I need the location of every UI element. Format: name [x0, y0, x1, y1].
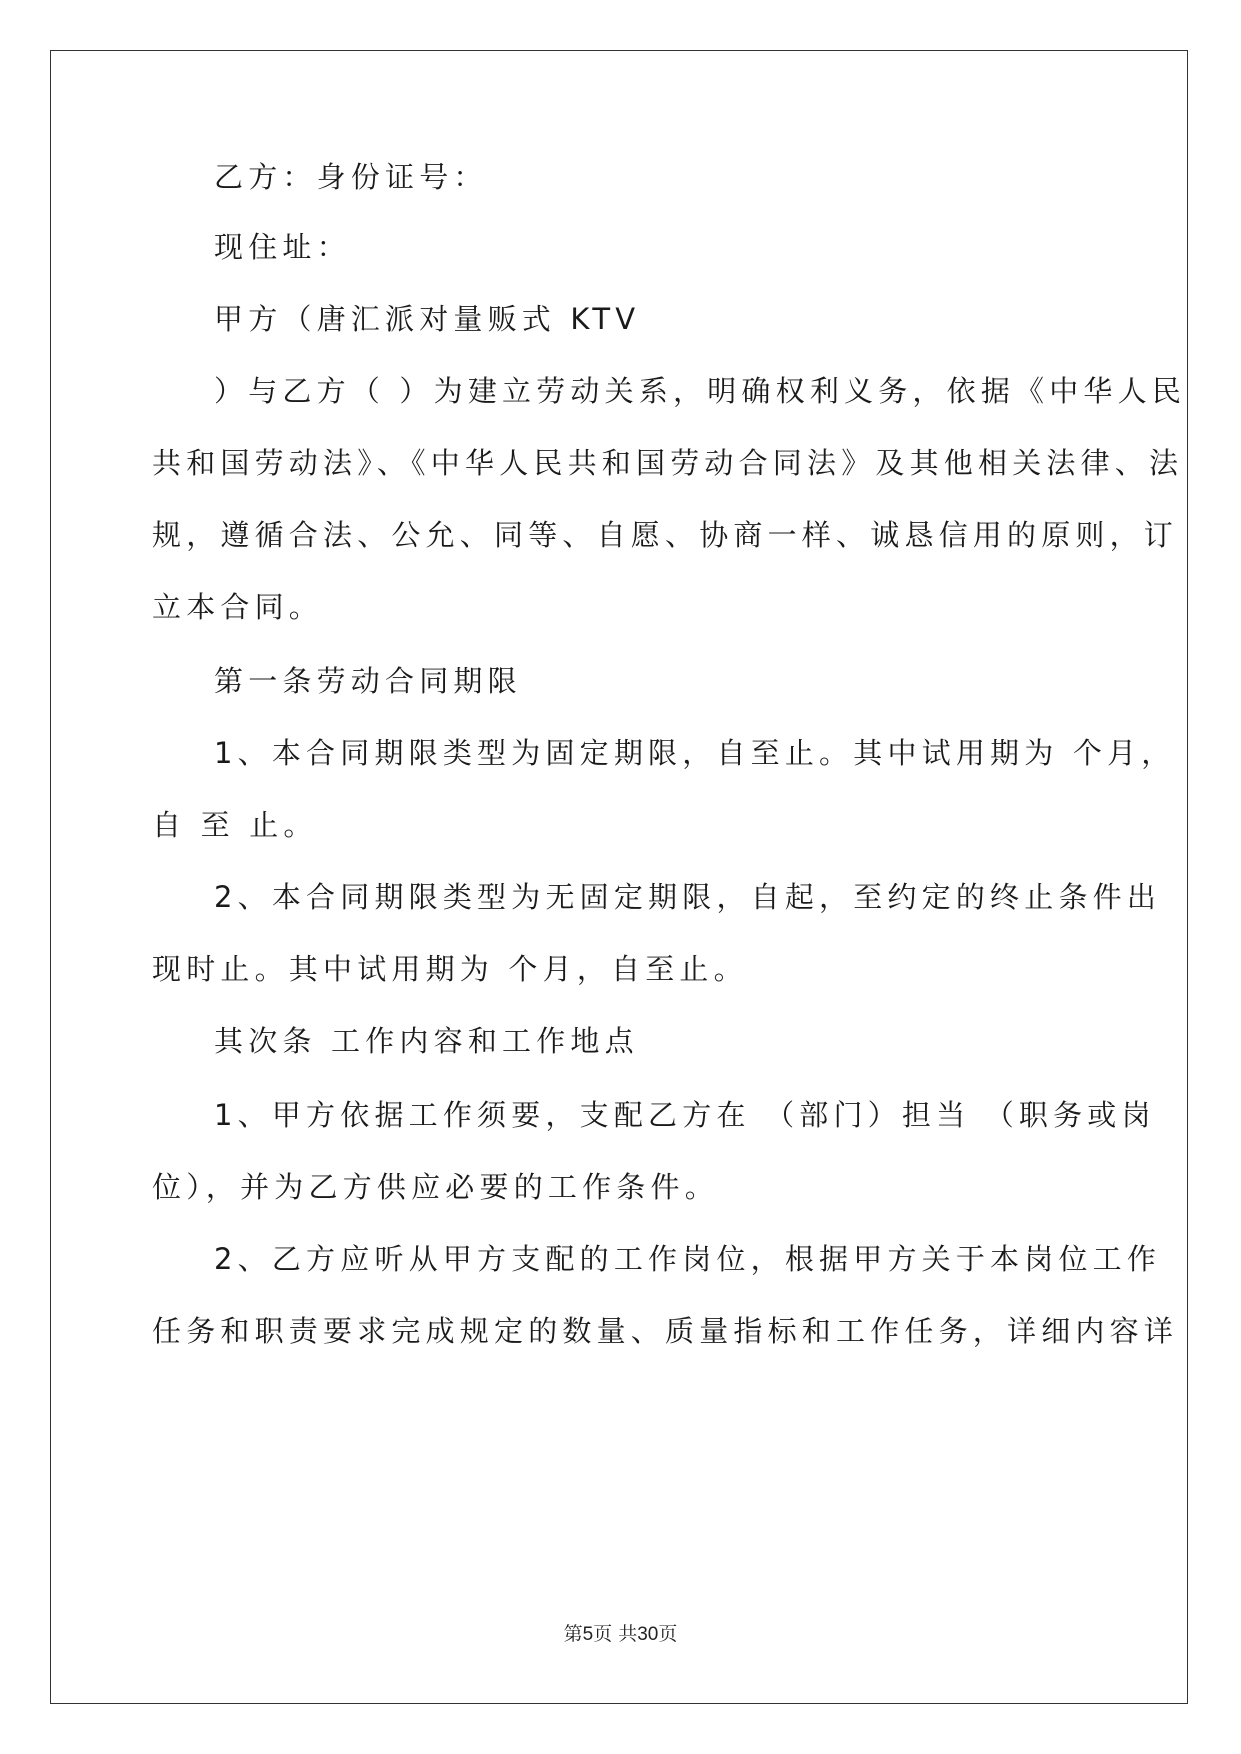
footer-current-page: 5	[582, 1624, 594, 1645]
text-line-article-1-item-1a: 1、本合同期限类型为固定期限，自至止。其中试用期为 个月，	[214, 736, 1176, 770]
footer-suffix: 页	[658, 1623, 678, 1645]
footer-mid: 页 共	[593, 1623, 638, 1645]
page-border	[50, 50, 1188, 1704]
page-number-footer	[0, 1619, 1241, 1646]
text-line-intro-2: 共和国劳动法》、《中华人民共和国劳动合同法》及其他相关法律、法	[152, 446, 1184, 480]
text-line-intro-1: ）与乙方（ ）为建立劳动关系，明确权利义务，依据《中华人民	[214, 374, 1187, 408]
text-line-article-2-item-2a: 2、乙方应听从甲方支配的工作岗位，根据甲方关于本岗位工作	[214, 1242, 1162, 1276]
heading-article-1: 第一条劳动合同期限	[214, 664, 522, 698]
text-line-intro-3: 规，遵循合法、公允、同等、自愿、协商一样、诚恳信用的原则，订	[152, 518, 1179, 552]
text-line-article-2-item-1a: 1、甲方依据工作须要，支配乙方在 （部门）担当 （职务或岗	[214, 1098, 1156, 1132]
footer-prefix: 第	[563, 1623, 583, 1645]
text-line-article-1-item-2b: 现时止。其中试用期为 个月，自至止。	[152, 952, 748, 986]
text-line-address: 现住址：	[214, 230, 351, 264]
text-line-article-2-item-1b: 位），并为乙方供应必要的工作条件。	[152, 1170, 719, 1204]
text-line-article-1-item-2a: 2、本合同期限类型为无固定期限，自起，至约定的终止条件出	[214, 880, 1162, 914]
text-line-intro-4: 立本合同。	[152, 590, 324, 624]
text-line-article-2-item-2b: 任务和职责要求完成规定的数量、质量指标和工作任务，详细内容详	[152, 1314, 1179, 1348]
footer-total-pages: 30	[637, 1624, 659, 1645]
text-line-party-b-id: 乙方：身份证号：	[214, 160, 488, 194]
text-line-article-1-item-1b: 自 至 止。	[152, 808, 318, 842]
text-line-party-a: 甲方（唐汇派对量贩式 KTV	[214, 302, 641, 336]
heading-article-2: 其次条 工作内容和工作地点	[214, 1024, 639, 1058]
